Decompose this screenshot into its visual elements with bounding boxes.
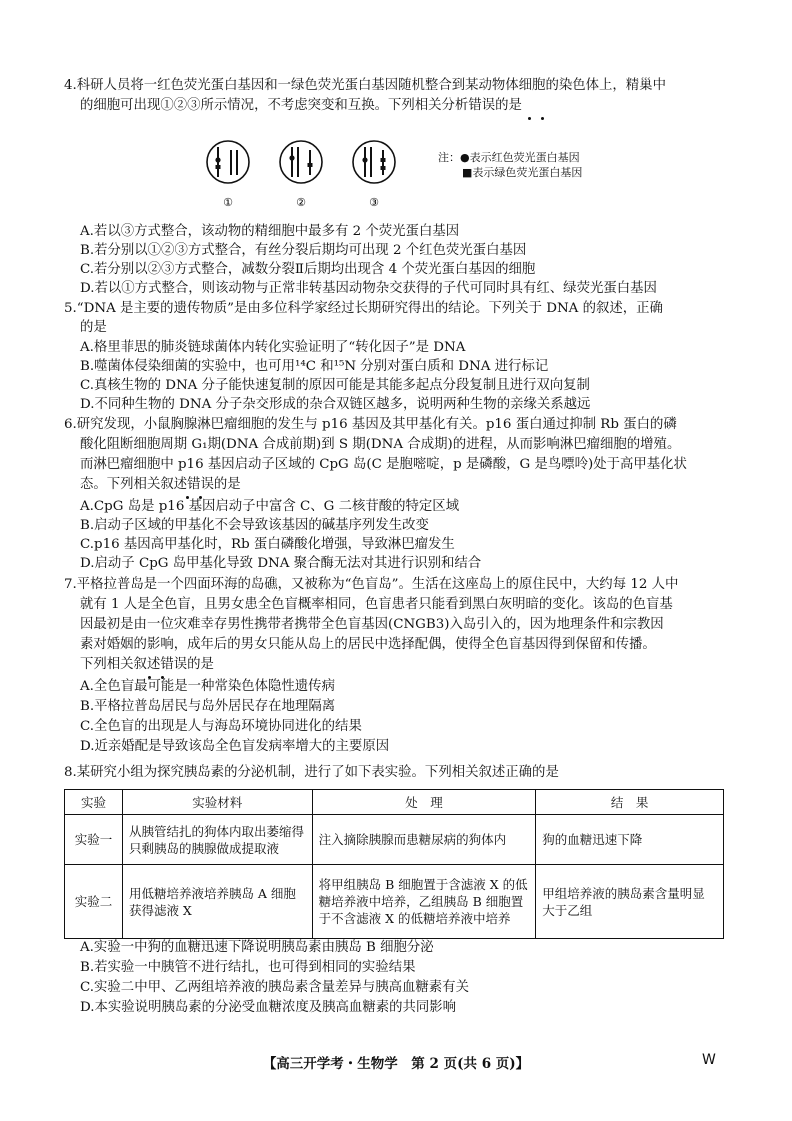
q8-option-b: B.若实验一中胰管不进行结扎，也可得到相同的实验结果 [80,960,416,975]
q6-option-d: D.启动子 CpG 岛甲基化导致 DNA 聚合酶无法对其进行识别和结合 [80,556,482,571]
emphasis-dot [528,117,531,120]
q6-stem-line-3: 而淋巴瘤细胞中 p16 基因启动子区域的 CpG 岛(C 是胞嘧啶，p 是磷酸，G 是鸟嘌呤)处于高甲基化状 [80,457,687,472]
legend-title: 注： [438,151,460,164]
q6-option-c: C.p16 基因高甲基化时，Rb 蛋白磷酸化增强，导致淋巴瘤发生 [80,537,455,552]
q7-stem-line-5: 下列相关叙述错误的是 [80,657,214,672]
table-cell: 狗的血糖迅速下降 [536,815,724,865]
q6-stem-line-2: 酸化阻断细胞周期 G₁期(DNA 合成前期)到 S 期(DNA 合成期)的进程，从而影响淋巴瘤细胞的增殖。 [80,437,681,452]
table-row [65,815,724,865]
q7-option-c: C.全色盲的出现是人与海岛环境协同进化的结果 [80,719,362,734]
q8-option-d: D.本实验说明胰岛素的分泌受血糖浓度及胰高血糖素的共同影响 [80,1000,457,1015]
q4-option-a: A.若以③方式整合，该动物的精细胞中最多有 2 个荧光蛋白基因 [80,224,460,239]
q7-stem-line-4: 素对婚姻的影响，成年后的男女只能从岛上的居民中选择配偶，使得全色盲基因得到保留和传播。 [80,637,656,652]
table-header: 处 理 [312,790,536,815]
q4-stem-line-2: 的细胞可出现①②③所示情况，不考虑突变和互换。下列相关分析错误的是 [80,98,522,113]
q5-option-d: D.不同种生物的 DNA 分子杂交形成的杂合双链区越多，说明两种生物的亲缘关系越远 [80,397,591,412]
figure-label-2: ② [296,196,306,209]
table-header: 结 果 [536,790,724,815]
q4-option-c: C.若分别以②③方式整合，减数分裂Ⅱ后期均出现含 4 个荧光蛋白基因的细胞 [80,262,536,277]
page-footer: 【高三开学考・生物学 第 2 页(共 6 页)】 [262,1056,530,1072]
watermark-letter: W [702,1052,716,1068]
table-header: 实验材料 [122,790,312,815]
cell-2 [280,141,322,183]
q5-stem-line-1: 5.“DNA 是主要的遗传物质”是由多位科学家经过长期研究得出的结论。下列关于 DNA 的叙述，正确 [64,301,663,316]
q4-stem-line-1: 4.科研人员将一红色荧光蛋白基因和一绿色荧光蛋白基因随机整合到某动物体细胞的染色体上，精巢中 [64,78,666,93]
emphasis-dot [541,117,544,120]
cell-1 [207,141,249,183]
legend-red: ●表示红色荧光蛋白基因 [460,151,580,164]
legend-green: ■表示绿色荧光蛋白基因 [462,166,583,179]
figure-label-3: ③ [369,196,379,209]
q4-option-b: B.若分别以①②③方式整合，有丝分裂后期均可出现 2 个红色荧光蛋白基因 [80,243,527,258]
q8-option-c: C.实验二中甲、乙两组培养液的胰岛素含量差异与胰高血糖素有关 [80,980,469,995]
q6-option-b: B.启动子区域的甲基化不会导致该基因的碱基序列发生改变 [80,518,429,533]
figure-label-1: ① [223,196,233,209]
q7-stem-line-1: 7.平格拉普岛是一个四面环海的岛礁，又被称为“色盲岛”。生活在这座岛上的原住民中，大约每 12 人中 [64,577,679,592]
q5-option-b: B.噬菌体侵染细菌的实验中，也可用¹⁴C 和¹⁵N 分别对蛋白质和 DNA 进行标记 [80,359,549,374]
table-header-row [65,790,724,815]
table-cell: 实验二 [65,865,123,939]
q5-option-a: A.格里菲思的肺炎链球菌体内转化实验证明了“转化因子”是 DNA [80,340,466,355]
cell-3 [353,141,395,183]
q7-stem-line-2: 就有 1 人是全色盲，且男女患全色盲概率相同，色盲患者只能看到黑白灰明暗的变化。该岛的色盲基 [80,597,673,612]
q6-option-a: A.CpG 岛是 p16 基因启动子中富含 C、G 二核苷酸的特定区域 [80,499,460,514]
table-cell: 将甲组胰岛 B 细胞置于含滤液 X 的低糖培养液中培养，乙组胰岛 B 细胞置于不含滤液 X 的低糖培养液中培养 [312,865,536,939]
table-cell: 实验一 [65,815,123,865]
q7-option-a: A.全色盲最可能是一种常染色体隐性遗传病 [80,679,335,694]
q6-stem-line-4: 态。下列相关叙述错误的是 [80,477,241,492]
q8-stem: 8.某研究小组为探究胰岛素的分泌机制，进行了如下表实验。下列相关叙述正确的是 [64,765,559,780]
figure-legend [438,150,582,180]
q5-stem-line-2: 的是 [80,320,107,335]
q4-option-d: D.若以①方式整合，则该动物与正常非转基因动物杂交获得的子代可同时具有红、绿荧光蛋白基因 [80,281,657,296]
q5-option-c: C.真核生物的 DNA 分子能快速复制的原因可能是其能多起点分段复制且进行双向复制 [80,378,590,393]
q7-stem-line-3: 因最初是由一位灾难幸存男性携带者携带全色盲基因(CNGB3)入岛引入的，因为地理条件和宗教因 [80,617,664,632]
table-row [65,865,724,939]
table-cell: 注入摘除胰腺而患糖尿病的狗体内 [312,815,536,865]
table-cell: 从胰管结扎的狗体内取出萎缩得只剩胰岛的胰腺做成提取液 [122,815,312,865]
q8-option-a: A.实验一中狗的血糖迅速下降说明胰岛素由胰岛 B 细胞分泌 [80,940,434,955]
experiment-table [64,789,724,939]
q7-option-d: D.近亲婚配是导致该岛全色盲发病率增大的主要原因 [80,739,390,754]
table-header: 实验 [65,790,123,815]
q6-stem-line-1: 6.研究发现，小鼠胸腺淋巴瘤细胞的发生与 p16 基因及其甲基化有关。p16 蛋白通过抑制 Rb 蛋白的磷 [64,417,677,432]
table-cell: 用低糖培养液培养胰岛 A 细胞获得滤液 X [122,865,312,939]
q7-option-b: B.平格拉普岛居民与岛外居民存在地理隔离 [80,699,336,714]
cell-diagrams [198,134,438,214]
table-cell: 甲组培养液的胰岛素含量明显大于乙组 [536,865,724,939]
